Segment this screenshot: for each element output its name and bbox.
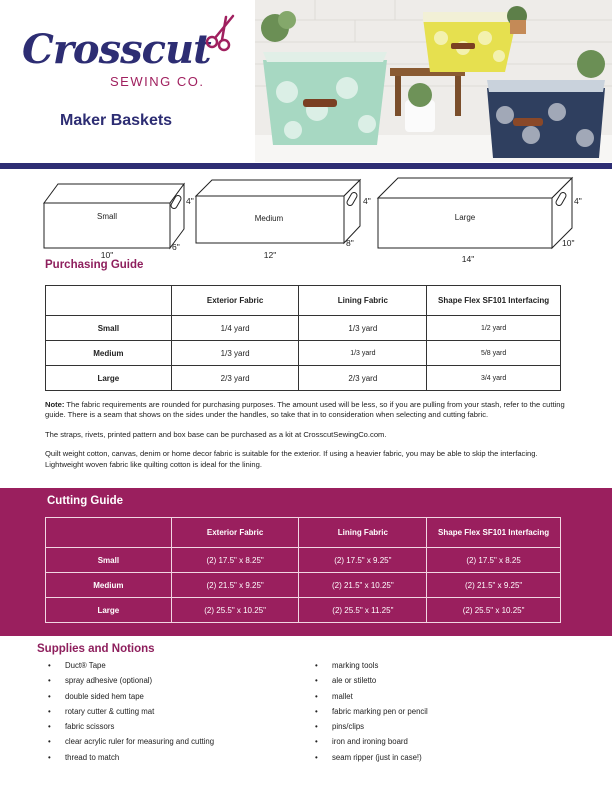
box-small-depth: 6" <box>172 242 180 252</box>
table-row <box>46 548 561 573</box>
box-medium-depth: 8" <box>346 238 354 248</box>
list-item-label: seam ripper (just in case!) <box>332 752 422 762</box>
table-row <box>46 573 561 598</box>
list-item-label: mallet <box>332 691 353 701</box>
list-item-label: rotary cutter & cutting mat <box>65 706 155 716</box>
table-cell: 1/3 yard <box>171 341 299 366</box>
bullet-icon: • <box>315 661 318 670</box>
table-row <box>46 598 561 623</box>
header-cell <box>46 286 172 316</box>
table-cell: (2) 25.5" x 11.25" <box>299 598 427 623</box>
row-header: Medium <box>46 341 172 366</box>
box-large-depth: 10" <box>562 238 575 248</box>
row-header: Small <box>46 548 172 573</box>
table-cell: (2) 17.5" x 8.25 <box>427 548 561 573</box>
box-medium-width: 12" <box>263 250 277 260</box>
box-small-width: 10" <box>100 250 114 260</box>
purchasing-guide-title: Purchasing Guide <box>45 259 144 271</box>
table-cell: 1/2 yard <box>427 316 561 341</box>
list-item-label: spray adhesive (optional) <box>65 676 153 686</box>
supplies-title: Supplies and Notions <box>37 643 155 655</box>
list-item <box>48 691 214 706</box>
list-item <box>315 706 428 721</box>
cutting-table <box>45 517 561 623</box>
list-item <box>48 752 214 767</box>
box-small <box>44 184 194 260</box>
table-cell: 2/3 yard <box>299 366 427 391</box>
list-item <box>48 675 214 690</box>
list-item <box>48 721 214 736</box>
box-medium-height: 4" <box>363 196 371 206</box>
row-header: Large <box>46 598 172 623</box>
scissors-icon <box>200 12 240 52</box>
bullet-icon: • <box>48 691 51 701</box>
table-cell: 2/3 yard <box>171 366 299 391</box>
box-small-height: 4" <box>186 196 194 206</box>
table-cell: (2) 21.5" x 10.25" <box>299 573 427 598</box>
list-item-label: fabric scissors <box>65 722 115 732</box>
logo-subtitle: SEWING CO. <box>110 74 205 89</box>
header-cell: Lining Fabric <box>299 518 427 548</box>
supplies-list-right <box>315 660 428 767</box>
row-header: Medium <box>46 573 172 598</box>
bullet-icon: • <box>48 737 51 747</box>
list-item-label: marking tools <box>332 661 379 670</box>
table-cell: (2) 21.5" x 9.25" <box>427 573 561 598</box>
bullet-icon: • <box>48 752 51 762</box>
table-cell: 1/3 yard <box>299 341 427 366</box>
table-row <box>46 316 561 341</box>
bullet-icon: • <box>315 722 318 732</box>
header-cell: Shape Flex SF101 Interfacing <box>427 286 561 316</box>
list-item <box>48 706 214 721</box>
list-item <box>48 736 214 751</box>
logo <box>22 18 237 108</box>
header-divider <box>0 163 612 169</box>
list-item-label: clear acrylic ruler for measuring and cutting <box>65 737 215 747</box>
table-cell: (2) 17.5" x 9.25" <box>299 548 427 573</box>
bullet-icon: • <box>48 722 51 732</box>
note-label: Note: <box>45 400 65 409</box>
list-item <box>48 660 214 675</box>
box-large-height: 4" <box>574 196 582 206</box>
note-text: The fabric requirements are rounded for purchasing purposes. The amount used will be less, so if you are pulling from your stash, refer to the cutting guide. There is a seam that shows on the sides under the handles, so take that in to consideration when selecting and cutting fabric. <box>45 400 565 420</box>
row-header: Large <box>46 366 172 391</box>
list-item-label: fabric marking pen or pencil <box>332 706 428 716</box>
table-row <box>46 366 561 391</box>
bullet-icon: • <box>315 706 318 716</box>
header <box>0 0 612 165</box>
list-item-label: double sided hem tape <box>65 691 144 701</box>
box-large-label: Large <box>454 213 476 222</box>
list-item-label: thread to match <box>65 752 120 762</box>
supplies-list-left <box>48 660 214 767</box>
fabric-type-note: Quilt weight cotton, canvas, denim or home decor fabric is suitable for the exterior. If using a heavier fabric, you may be able to skip the interfacing. Lightweight woven fabric like quilting cotton is ideal for the lining. <box>45 449 538 469</box>
list-item <box>315 752 428 767</box>
header-cell <box>46 518 172 548</box>
bullet-icon: • <box>315 752 318 762</box>
box-small-label: Small <box>96 212 118 221</box>
list-item-label: Duct® Tape <box>65 661 106 670</box>
bullet-icon: • <box>315 676 318 686</box>
box-medium <box>196 180 371 260</box>
table-cell: 1/3 yard <box>299 316 427 341</box>
bullet-icon: • <box>48 661 51 670</box>
list-item <box>315 660 428 675</box>
list-item <box>315 691 428 706</box>
cutting-guide-section <box>0 488 612 636</box>
logo-wordmark: Crosscut <box>22 26 211 73</box>
table-cell: 1/4 yard <box>171 316 299 341</box>
header-cell: Lining Fabric <box>299 286 427 316</box>
page-title: Maker Baskets <box>60 112 173 129</box>
table-row <box>46 341 561 366</box>
box-large <box>378 178 582 264</box>
table-cell: (2) 25.5" x 10.25" <box>427 598 561 623</box>
table-cell: 5/8 yard <box>427 341 561 366</box>
list-item-label: pins/clips <box>332 722 365 732</box>
bullet-icon: • <box>315 691 318 701</box>
row-header: Small <box>46 316 172 341</box>
box-diagrams <box>0 170 612 265</box>
bullet-icon: • <box>48 706 51 716</box>
box-large-width: 14" <box>461 254 475 264</box>
table-header-row <box>46 286 561 316</box>
header-cell: Exterior Fabric <box>171 286 299 316</box>
list-item-label: iron and ironing board <box>332 737 408 747</box>
kit-note: The straps, rivets, printed pattern and box base can be purchased as a kit at CrosscutSewingCo.com. <box>45 429 387 439</box>
fabric-note <box>45 400 575 421</box>
list-item <box>315 675 428 690</box>
list-item <box>315 736 428 751</box>
product-photo <box>255 0 612 162</box>
header-cell: Shape Flex SF101 Interfacing <box>427 518 561 548</box>
list-item-label: ale or stiletto <box>332 676 377 686</box>
table-cell: (2) 17.5" x 8.25" <box>171 548 299 573</box>
cutting-guide-title: Cutting Guide <box>47 495 124 507</box>
list-item <box>315 721 428 736</box>
table-cell: (2) 25.5" x 10.25" <box>171 598 299 623</box>
bullet-icon: • <box>48 676 51 686</box>
purchasing-table <box>45 285 561 391</box>
table-header-row <box>46 518 561 548</box>
header-cell: Exterior Fabric <box>171 518 299 548</box>
table-cell: 3/4 yard <box>427 366 561 391</box>
table-cell: (2) 21.5" x 9.25" <box>171 573 299 598</box>
bullet-icon: • <box>315 737 318 747</box>
box-medium-label: Medium <box>254 214 284 223</box>
notes <box>45 400 575 479</box>
